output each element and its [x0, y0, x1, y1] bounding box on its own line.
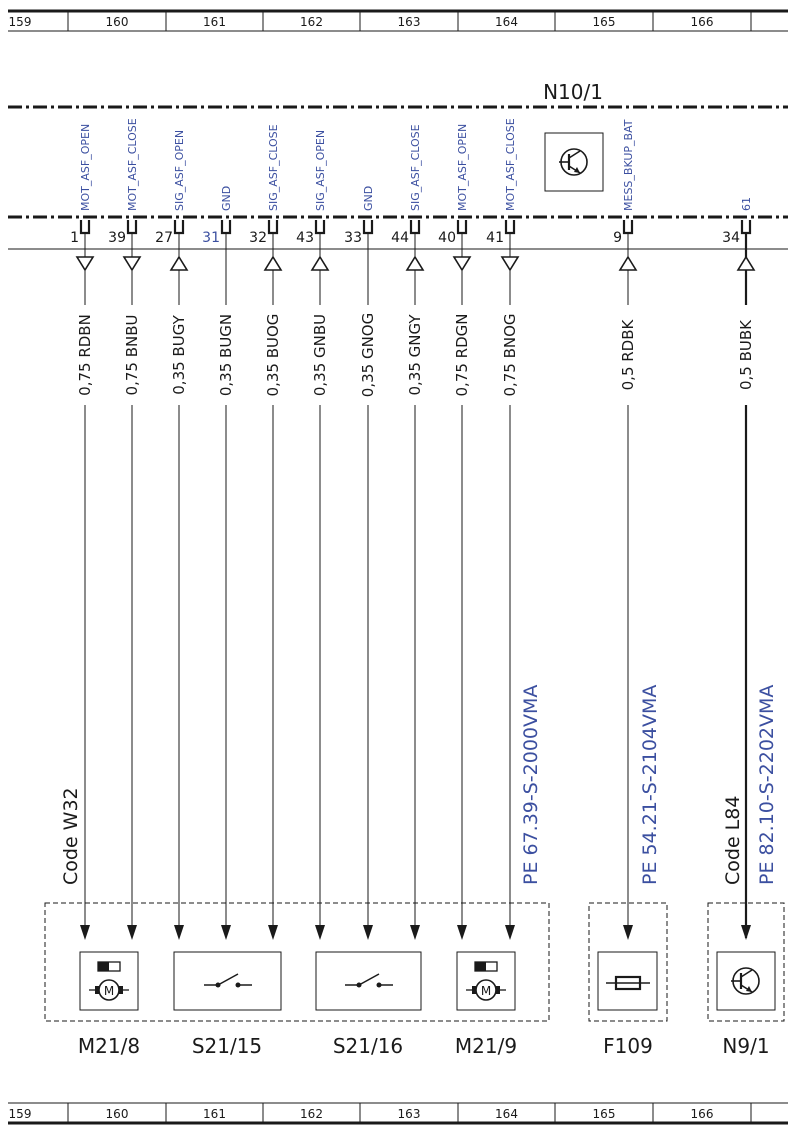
- pin-signal-label: SIG_ASF_CLOSE: [409, 124, 422, 211]
- pin-connector: [742, 220, 750, 233]
- pin-connector: [316, 220, 324, 233]
- pin-number: 33: [344, 230, 362, 246]
- top-ruler-cell-159: 159: [8, 15, 32, 29]
- pin-number: 32: [249, 230, 267, 246]
- arrow-head-icon: [221, 925, 231, 940]
- pin-number: 1: [70, 230, 79, 246]
- pin-number: 9: [613, 230, 622, 246]
- wire-label: 0,35 BUGN: [217, 313, 235, 397]
- wire-label: 0,5 RDBK: [619, 319, 637, 391]
- pin-33: [344, 186, 377, 940]
- pin-41: [486, 118, 519, 940]
- annotations: [60, 685, 778, 885]
- pin-number: 31: [202, 230, 220, 246]
- motor-icon: [80, 952, 138, 1010]
- pin-43: [296, 130, 329, 940]
- pin-40: [438, 124, 471, 940]
- top-ruler-cell-164: 164: [495, 15, 518, 29]
- component-label-s21-16: S21/16: [332, 1034, 404, 1058]
- bottom-ruler-cell-166: 166: [690, 1107, 714, 1121]
- pin-signal-label: SIG_ASF_CLOSE: [267, 124, 280, 211]
- pin-signal-label: MOT_ASF_CLOSE: [504, 118, 517, 211]
- top-ruler-cell-160: 160: [105, 15, 129, 29]
- arrow-head-icon: [741, 925, 751, 940]
- top-ruler-cell-161: 161: [203, 15, 226, 29]
- wire-label: 0,35 GNBU: [311, 313, 329, 397]
- bottom-ruler-cell-161: 161: [203, 1107, 226, 1121]
- wire-label: 0,75 RDGN: [453, 313, 471, 397]
- top-ruler-cell-163: 163: [397, 15, 421, 29]
- pin-signal-label: MOT_ASF_OPEN: [79, 123, 92, 211]
- component-label-s21-15: S21/15: [191, 1034, 263, 1058]
- pin-signal-label: GND: [362, 185, 375, 211]
- pin-31: [202, 186, 235, 940]
- pin-32: [249, 124, 282, 940]
- wire-label: 0,75 BNOG: [501, 313, 519, 397]
- wire-label: 0,35 BUGY: [170, 315, 188, 395]
- pin-27: [155, 130, 188, 940]
- top-ruler-cell-162: 162: [300, 15, 323, 29]
- component-label-n9-1: N9/1: [722, 1034, 770, 1058]
- pin-connector: [222, 220, 230, 233]
- bottom-ruler: [8, 1103, 788, 1123]
- pin-connector: [81, 220, 89, 233]
- pin-signal-label: MOT_ASF_CLOSE: [126, 118, 139, 211]
- arrow-down-icon: [77, 257, 93, 270]
- reference-link-2[interactable]: PE 54.21-S-2104VMA: [639, 684, 661, 885]
- pin-connector: [506, 220, 514, 233]
- wire-label: 0,75 RDBN: [76, 314, 94, 396]
- arrow-up-icon: [738, 257, 754, 270]
- arrow-up-icon: [620, 257, 636, 270]
- pin-signal-label: GND: [220, 185, 233, 211]
- reference-link-3[interactable]: PE 82.10-S-2202VMA: [756, 684, 778, 885]
- arrow-down-icon: [454, 257, 470, 270]
- code-l84-label: Code L84: [722, 795, 744, 885]
- top-ruler: [8, 11, 788, 31]
- fuse-icon: [598, 952, 657, 1010]
- arrow-up-icon: [407, 257, 423, 270]
- component-label-m21-8: M21/8: [77, 1034, 141, 1058]
- pin-signal-label: MESS_BKUP_BAT: [622, 119, 635, 211]
- pin-number: 27: [155, 230, 173, 246]
- arrow-head-icon: [127, 925, 137, 940]
- pin-number: 40: [438, 230, 456, 246]
- arrow-head-icon: [505, 925, 515, 940]
- pin-39: [108, 118, 141, 940]
- pin-9: [613, 119, 637, 940]
- pin-signal-label: SIG_ASF_OPEN: [314, 129, 327, 211]
- pin-connector: [128, 220, 136, 233]
- pin-44: [391, 124, 424, 940]
- motor-icon: [457, 952, 515, 1010]
- pin-connector: [458, 220, 466, 233]
- arrow-head-icon: [363, 925, 373, 940]
- pin-connector: [175, 220, 183, 233]
- wire-label: 0,35 BUOG: [264, 313, 282, 397]
- arrow-up-icon: [171, 257, 187, 270]
- arrow-up-icon: [265, 257, 281, 270]
- top-ruler-cell-165: 165: [592, 15, 616, 29]
- pin-connector: [411, 220, 419, 233]
- wire-label: 0,5 BUBK: [737, 319, 755, 391]
- arrow-head-icon: [410, 925, 420, 940]
- component-labels: [78, 1034, 770, 1058]
- arrow-head-icon: [457, 925, 467, 940]
- bottom-ruler-cell-162: 162: [300, 1107, 323, 1121]
- arrow-down-icon: [502, 257, 518, 270]
- svg-text:M: M: [103, 984, 115, 998]
- arrow-head-icon: [174, 925, 184, 940]
- pin-number: 44: [391, 230, 409, 246]
- top-ruler-cell-166: 166: [690, 15, 714, 29]
- pin-connector: [269, 220, 277, 233]
- arrow-head-icon: [80, 925, 90, 940]
- code-w32-label: Code W32: [60, 787, 82, 885]
- bottom-ruler-cell-164: 164: [495, 1107, 518, 1121]
- wire-label: 0,35 GNGY: [406, 314, 424, 396]
- pin-number: 41: [486, 230, 504, 246]
- arrow-head-icon: [315, 925, 325, 940]
- bottom-ruler-cell-163: 163: [397, 1107, 421, 1121]
- wire-label: 0,75 BNBU: [123, 314, 141, 396]
- switch-icon: [174, 952, 281, 1010]
- transistor-icon: [717, 952, 775, 1010]
- pin-signal-label: SIG_ASF_OPEN: [173, 129, 186, 211]
- component-label-m21-9: M21/9: [454, 1034, 518, 1058]
- bottom-ruler-cell-160: 160: [105, 1107, 129, 1121]
- pin-signal-label: MOT_ASF_OPEN: [456, 123, 469, 211]
- pin-connector: [364, 220, 372, 233]
- arrow-head-icon: [268, 925, 278, 940]
- component-label-f109: F109: [603, 1034, 653, 1058]
- pin-number: 39: [108, 230, 126, 246]
- switch-icon: [316, 952, 421, 1010]
- pin-signal-label: 61: [740, 197, 753, 211]
- arrow-up-icon: [312, 257, 328, 270]
- arrow-head-icon: [623, 925, 633, 940]
- module-n10-1: [8, 80, 788, 217]
- arrow-down-icon: [124, 257, 140, 270]
- wire-label: 0,35 GNOG: [359, 312, 377, 398]
- transistor-icon: [545, 133, 603, 191]
- pin-connector: [624, 220, 632, 233]
- module-title: N10/1: [543, 80, 603, 104]
- bottom-ruler-cell-159: 159: [8, 1107, 32, 1121]
- bottom-ruler-cell-165: 165: [592, 1107, 616, 1121]
- pin-number: 34: [722, 230, 740, 246]
- reference-link-1[interactable]: PE 67.39-S-2000VMA: [520, 684, 542, 885]
- pin-number: 43: [296, 230, 314, 246]
- svg-text:M: M: [480, 984, 492, 998]
